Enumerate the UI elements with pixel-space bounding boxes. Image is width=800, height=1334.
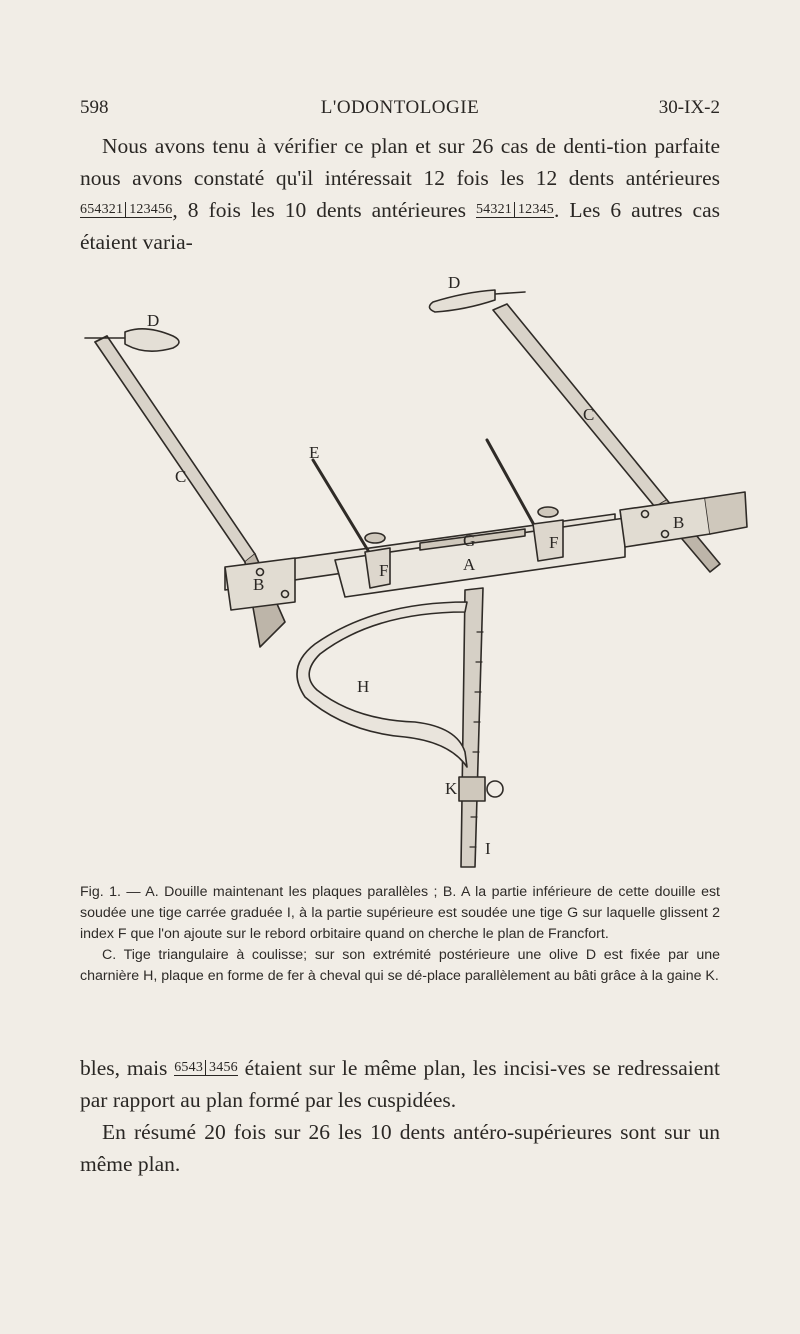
label-i: I <box>485 839 491 858</box>
formula-right: 123456 <box>125 202 172 218</box>
paragraph-bottom-text <box>80 1052 720 1116</box>
figure-caption <box>80 882 720 987</box>
index-f-right-rod <box>487 440 539 534</box>
text-segment: . Les 6 autres cas étaient varia- <box>80 198 720 254</box>
text-segment: Nous avons tenu à vérifier ce plan et sur 26 cas de denti-tion parfaite nous avons constaté qu'il intéressait 12 fois les 12 dents antérieures <box>80 134 720 190</box>
issue-date: 30-IX-2 <box>658 97 720 118</box>
formula-left: 54321 <box>475 202 512 217</box>
formula-right: 12345 <box>514 202 554 218</box>
caption-paragraph-1: Fig. 1. — A. Douille maintenant les plaques parallèles ; B. A la partie inférieure de cette douille est soudée une tige carrée graduée I, à la partie supérieure est soudée une tige G sur laquelle glissent 2 index F que l'on ajoute sur le rebord orbitaire quand on cherche le plan de Francfort. <box>80 884 720 942</box>
caption-paragraph-2: C. Tige triangulaire à coulisse; sur son extrémité postérieure une olive D est fixée par une charnière H, plaque en forme de fer à cheval qui se dé-place parallèlement au bâti grâce à la gaine K. <box>80 947 720 984</box>
rod-c-right <box>493 304 667 507</box>
paragraph-bottom <box>80 1052 720 1180</box>
label-c-right: C <box>583 405 595 424</box>
formula-left: 6543 <box>174 1060 204 1075</box>
page-number: 598 <box>80 97 109 118</box>
text-segment: bles, mais <box>80 1056 168 1080</box>
rod-c-left <box>95 336 255 562</box>
label-d-left: D <box>147 311 160 330</box>
graduated-rod-i <box>461 588 483 867</box>
label-g: G <box>463 531 476 550</box>
label-b-left: B <box>253 575 265 594</box>
label-a: A <box>463 555 476 574</box>
sleeve-k-ring <box>487 781 503 797</box>
journal-title: L'ODONTOLOGIE <box>320 97 480 118</box>
label-k: K <box>445 779 458 798</box>
instrument-drawing <box>55 272 755 872</box>
knob <box>538 507 558 517</box>
formula-right: 3456 <box>205 1060 238 1076</box>
paragraph-top <box>80 130 720 258</box>
label-c-left: C <box>175 467 187 486</box>
label-f-left: F <box>379 561 389 580</box>
plate-b-right-side <box>705 492 747 534</box>
label-e: E <box>309 443 320 462</box>
olive-stem-right <box>495 292 525 294</box>
dental-formula-2 <box>476 202 554 218</box>
running-head <box>80 97 720 127</box>
label-d-right: D <box>448 273 461 292</box>
paragraph-top-text <box>80 130 720 258</box>
figure-1-illustration <box>55 272 755 872</box>
label-f-right: F <box>549 533 559 552</box>
hinge-plate-h <box>297 602 467 767</box>
formula-left: 654321 <box>80 202 124 217</box>
sleeve-k <box>459 777 485 801</box>
dental-formula-1 <box>80 202 172 218</box>
summary-paragraph: En résumé 20 fois sur 26 les 10 dents antéro-supérieures sont sur un même plan. <box>80 1120 720 1176</box>
label-h: H <box>357 677 370 696</box>
dental-formula-3 <box>174 1060 238 1076</box>
index-f-left-rod <box>313 460 375 562</box>
label-b-right: B <box>673 513 685 532</box>
text-segment: étaient sur le même plan, les incisi-ves se redressaient par rapport au plan formé par les cuspidées. <box>80 1056 720 1112</box>
text-segment: , 8 fois les 10 dents antérieures <box>172 198 466 222</box>
olive-d-right <box>429 290 495 312</box>
index-f-right <box>533 520 563 561</box>
knob <box>365 533 385 543</box>
olive-d-left <box>125 329 179 351</box>
